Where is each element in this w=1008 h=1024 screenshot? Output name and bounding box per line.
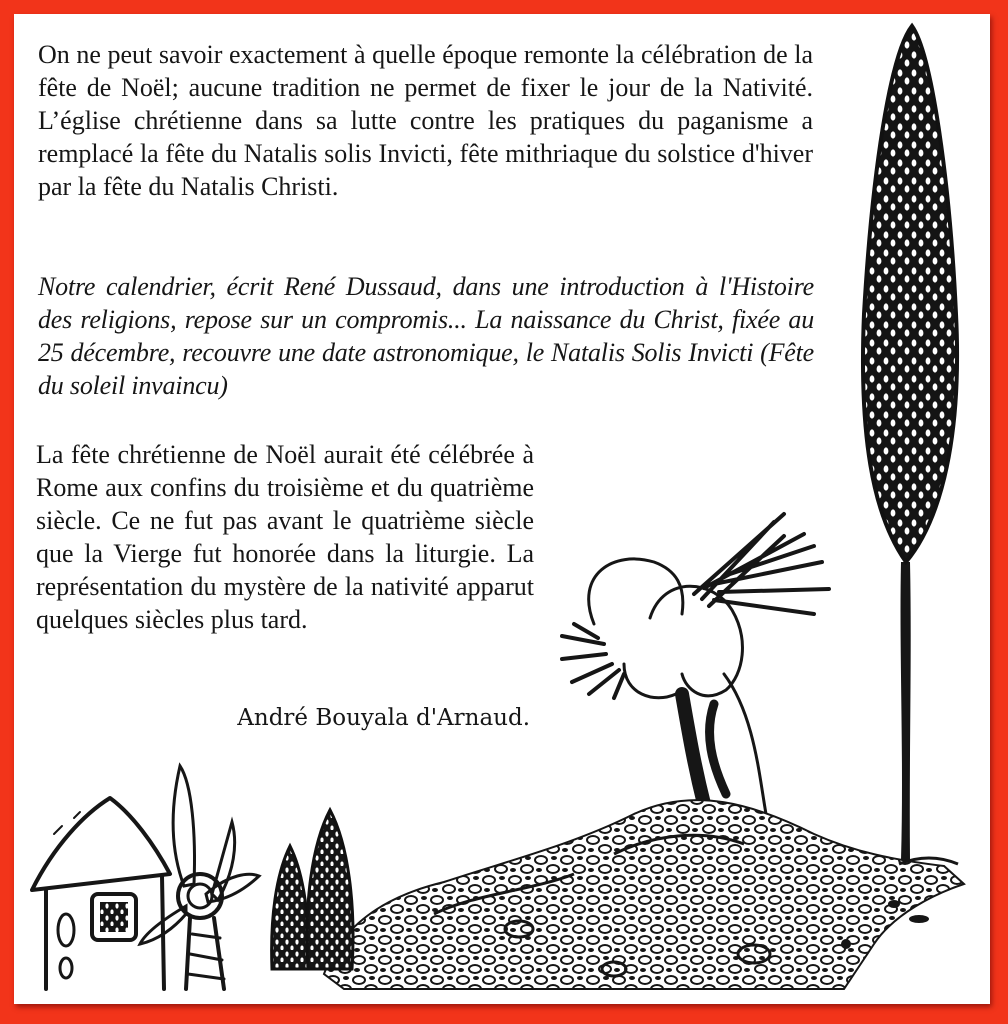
- history-paragraph: La fête chrétienne de Noël aurait été célébrée à Rome aux confins du troisième et du quatrième siècle. Ce ne fut pas avant le quatrième siècle que la Vierge fut honorée dans la liturgie. La représentation du mystère de la nativité apparut quelques siècles plus tard.: [36, 440, 534, 634]
- author-signature: André Bouyala d'Arnaud.: [237, 705, 530, 731]
- rocky-hill: [324, 800, 964, 989]
- quote-paragraph: Notre calendrier, écrit René Dussaud, dans une introduction à l'Histoire des religions, repose sur un compromis... La naissance du Christ, fixée au 25 décembre, recouvre une date astronomique, le Natalis Solis Invicti (Fête du soleil invaincu): [38, 272, 814, 400]
- cypress-tree-tall: [863, 26, 957, 860]
- olive-tree-windblown: [562, 514, 829, 814]
- windmill: [140, 766, 259, 989]
- intro-paragraph: On ne peut savoir exactement à quelle époque remonte la célébration de la fête de Noël; aucune tradition ne permet de fixer le jour de la Nativité. L’église chrétienne dans sa lutte contre les pratiques du paganisme a remplacé la fête du Natalis solis Invicti, fête mithriaque du solstice d'hiver par la fête du Natalis Christi.: [38, 40, 813, 201]
- document-card: [14, 14, 990, 1004]
- cypress-tree-small: [272, 846, 309, 969]
- mas-house: [32, 798, 170, 989]
- cypress-tree-small-2: [307, 810, 353, 969]
